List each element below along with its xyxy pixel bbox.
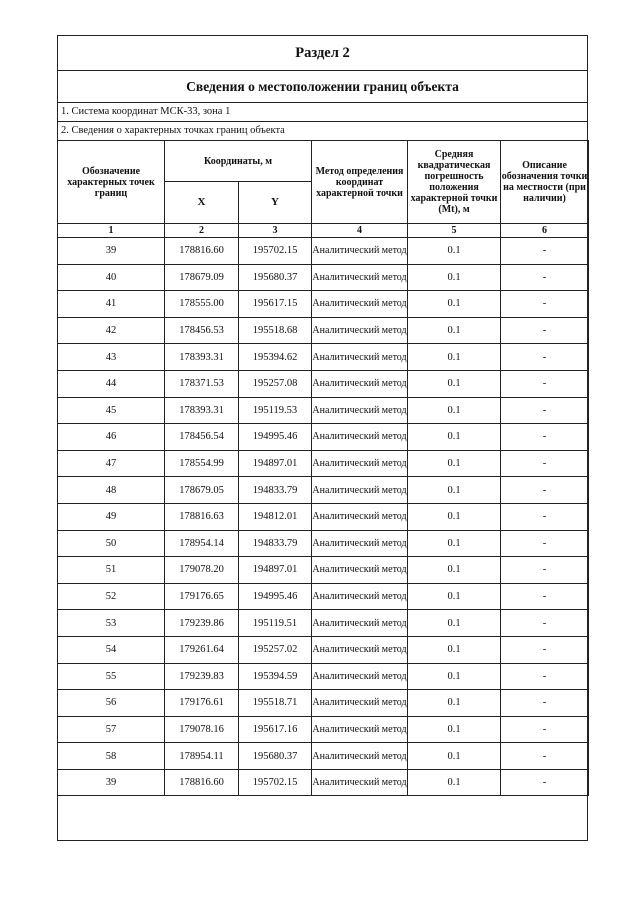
y-coordinate-cell: 195702.15 xyxy=(239,238,312,265)
point-cell: 57 xyxy=(58,716,165,743)
boundary-points-table xyxy=(57,140,589,796)
table-row xyxy=(58,583,589,610)
point-cell: 58 xyxy=(58,743,165,770)
points-heading-line: 2. Сведения о характерных точках границ объекта xyxy=(58,122,587,141)
method-cell: Аналитический метод xyxy=(312,317,408,344)
x-coordinate-cell: 178816.60 xyxy=(165,769,239,796)
error-cell: 0.1 xyxy=(408,610,501,637)
x-coordinate-cell: 178456.54 xyxy=(165,424,239,451)
y-coordinate-cell: 195518.68 xyxy=(239,317,312,344)
point-cell: 56 xyxy=(58,690,165,717)
method-cell: Аналитический метод xyxy=(312,424,408,451)
point-cell: 41 xyxy=(58,291,165,318)
error-cell: 0.1 xyxy=(408,636,501,663)
x-coordinate-cell: 178554.99 xyxy=(165,450,239,477)
y-coordinate-cell: 194995.46 xyxy=(239,583,312,610)
y-coordinate-cell: 194897.01 xyxy=(239,557,312,584)
method-cell: Аналитический метод xyxy=(312,583,408,610)
y-coordinate-cell: 195257.08 xyxy=(239,370,312,397)
point-cell: 55 xyxy=(58,663,165,690)
method-cell: Аналитический метод xyxy=(312,264,408,291)
error-cell: 0.1 xyxy=(408,370,501,397)
header-y: Y xyxy=(239,182,312,224)
method-cell: Аналитический метод xyxy=(312,557,408,584)
y-coordinate-cell: 195680.37 xyxy=(239,743,312,770)
method-cell: Аналитический метод xyxy=(312,610,408,637)
header-designation: Обозначение характерных точек границ xyxy=(58,141,165,224)
description-cell: - xyxy=(501,690,589,717)
table-row xyxy=(58,291,589,318)
description-cell: - xyxy=(501,636,589,663)
header-coordinates: Координаты, м xyxy=(165,141,312,182)
y-coordinate-cell: 194833.79 xyxy=(239,477,312,504)
column-number: 3 xyxy=(239,224,312,238)
table-row xyxy=(58,397,589,424)
description-cell: - xyxy=(501,344,589,371)
point-cell: 44 xyxy=(58,370,165,397)
description-cell: - xyxy=(501,370,589,397)
section-title: Раздел 2 xyxy=(58,36,587,71)
x-coordinate-cell: 178679.05 xyxy=(165,477,239,504)
point-cell: 49 xyxy=(58,503,165,530)
table-row xyxy=(58,424,589,451)
description-cell: - xyxy=(501,317,589,344)
table-row xyxy=(58,690,589,717)
description-cell: - xyxy=(501,716,589,743)
method-cell: Аналитический метод xyxy=(312,716,408,743)
y-coordinate-cell: 194833.79 xyxy=(239,530,312,557)
point-cell: 48 xyxy=(58,477,165,504)
table-row xyxy=(58,610,589,637)
method-cell: Аналитический метод xyxy=(312,636,408,663)
x-coordinate-cell: 179176.65 xyxy=(165,583,239,610)
method-cell: Аналитический метод xyxy=(312,663,408,690)
table-row xyxy=(58,450,589,477)
column-number: 5 xyxy=(408,224,501,238)
table-row xyxy=(58,743,589,770)
description-cell: - xyxy=(501,397,589,424)
method-cell: Аналитический метод xyxy=(312,530,408,557)
point-cell: 54 xyxy=(58,636,165,663)
point-cell: 46 xyxy=(58,424,165,451)
error-cell: 0.1 xyxy=(408,769,501,796)
table-row xyxy=(58,716,589,743)
column-number: 1 xyxy=(58,224,165,238)
x-coordinate-cell: 178954.14 xyxy=(165,530,239,557)
description-cell: - xyxy=(501,238,589,265)
x-coordinate-cell: 178816.63 xyxy=(165,503,239,530)
column-number: 6 xyxy=(501,224,589,238)
y-coordinate-cell: 195257.02 xyxy=(239,636,312,663)
header-error: Средняя квадратическая погрешность положения характерной точки (Mt), м xyxy=(408,141,501,224)
description-cell: - xyxy=(501,663,589,690)
column-number: 4 xyxy=(312,224,408,238)
table-row xyxy=(58,530,589,557)
method-cell: Аналитический метод xyxy=(312,370,408,397)
description-cell: - xyxy=(501,769,589,796)
table-row xyxy=(58,503,589,530)
x-coordinate-cell: 178555.00 xyxy=(165,291,239,318)
description-cell: - xyxy=(501,450,589,477)
error-cell: 0.1 xyxy=(408,291,501,318)
method-cell: Аналитический метод xyxy=(312,450,408,477)
table-body xyxy=(58,238,589,796)
error-cell: 0.1 xyxy=(408,238,501,265)
description-cell: - xyxy=(501,503,589,530)
y-coordinate-cell: 194812.01 xyxy=(239,503,312,530)
point-cell: 43 xyxy=(58,344,165,371)
y-coordinate-cell: 195617.16 xyxy=(239,716,312,743)
table-row xyxy=(58,317,589,344)
error-cell: 0.1 xyxy=(408,424,501,451)
y-coordinate-cell: 195394.59 xyxy=(239,663,312,690)
table-row xyxy=(58,769,589,796)
table-row xyxy=(58,663,589,690)
error-cell: 0.1 xyxy=(408,583,501,610)
x-coordinate-cell: 178371.53 xyxy=(165,370,239,397)
x-coordinate-cell: 179078.16 xyxy=(165,716,239,743)
method-cell: Аналитический метод xyxy=(312,238,408,265)
y-coordinate-cell: 195394.62 xyxy=(239,344,312,371)
document-subtitle: Сведения о местоположении границ объекта xyxy=(58,71,587,103)
method-cell: Аналитический метод xyxy=(312,743,408,770)
header-method: Метод определения координат характерной точки xyxy=(312,141,408,224)
method-cell: Аналитический метод xyxy=(312,690,408,717)
document-page xyxy=(57,35,588,841)
x-coordinate-cell: 178456.53 xyxy=(165,317,239,344)
y-coordinate-cell: 195680.37 xyxy=(239,264,312,291)
y-coordinate-cell: 195119.53 xyxy=(239,397,312,424)
x-coordinate-cell: 179176.61 xyxy=(165,690,239,717)
x-coordinate-cell: 179078.20 xyxy=(165,557,239,584)
point-cell: 42 xyxy=(58,317,165,344)
header-x: X xyxy=(165,182,239,224)
y-coordinate-cell: 195702.15 xyxy=(239,769,312,796)
description-cell: - xyxy=(501,583,589,610)
column-number: 2 xyxy=(165,224,239,238)
point-cell: 53 xyxy=(58,610,165,637)
method-cell: Аналитический метод xyxy=(312,397,408,424)
x-coordinate-cell: 178816.60 xyxy=(165,238,239,265)
table-row xyxy=(58,370,589,397)
y-coordinate-cell: 195119.51 xyxy=(239,610,312,637)
table-row xyxy=(58,636,589,663)
description-cell: - xyxy=(501,264,589,291)
method-cell: Аналитический метод xyxy=(312,503,408,530)
x-coordinate-cell: 178393.31 xyxy=(165,397,239,424)
table-row xyxy=(58,557,589,584)
error-cell: 0.1 xyxy=(408,264,501,291)
x-coordinate-cell: 178393.31 xyxy=(165,344,239,371)
error-cell: 0.1 xyxy=(408,450,501,477)
error-cell: 0.1 xyxy=(408,690,501,717)
error-cell: 0.1 xyxy=(408,530,501,557)
x-coordinate-cell: 178679.09 xyxy=(165,264,239,291)
error-cell: 0.1 xyxy=(408,716,501,743)
error-cell: 0.1 xyxy=(408,317,501,344)
table-row xyxy=(58,238,589,265)
error-cell: 0.1 xyxy=(408,663,501,690)
y-coordinate-cell: 194995.46 xyxy=(239,424,312,451)
x-coordinate-cell: 179239.86 xyxy=(165,610,239,637)
point-cell: 52 xyxy=(58,583,165,610)
description-cell: - xyxy=(501,557,589,584)
y-coordinate-cell: 194897.01 xyxy=(239,450,312,477)
method-cell: Аналитический метод xyxy=(312,477,408,504)
point-cell: 51 xyxy=(58,557,165,584)
y-coordinate-cell: 195617.15 xyxy=(239,291,312,318)
point-cell: 39 xyxy=(58,769,165,796)
error-cell: 0.1 xyxy=(408,477,501,504)
coordinate-system-line: 1. Система координат МСК-33, зона 1 xyxy=(58,103,587,122)
method-cell: Аналитический метод xyxy=(312,291,408,318)
description-cell: - xyxy=(501,291,589,318)
x-coordinate-cell: 179239.83 xyxy=(165,663,239,690)
description-cell: - xyxy=(501,477,589,504)
description-cell: - xyxy=(501,424,589,451)
point-cell: 47 xyxy=(58,450,165,477)
method-cell: Аналитический метод xyxy=(312,769,408,796)
description-cell: - xyxy=(501,610,589,637)
empty-footer-area xyxy=(58,802,587,840)
error-cell: 0.1 xyxy=(408,743,501,770)
point-cell: 50 xyxy=(58,530,165,557)
table-row xyxy=(58,264,589,291)
point-cell: 45 xyxy=(58,397,165,424)
error-cell: 0.1 xyxy=(408,397,501,424)
y-coordinate-cell: 195518.71 xyxy=(239,690,312,717)
x-coordinate-cell: 178954.11 xyxy=(165,743,239,770)
method-cell: Аналитический метод xyxy=(312,344,408,371)
x-coordinate-cell: 179261.64 xyxy=(165,636,239,663)
point-cell: 39 xyxy=(58,238,165,265)
point-cell: 40 xyxy=(58,264,165,291)
error-cell: 0.1 xyxy=(408,344,501,371)
error-cell: 0.1 xyxy=(408,557,501,584)
description-cell: - xyxy=(501,530,589,557)
description-cell: - xyxy=(501,743,589,770)
table-row xyxy=(58,344,589,371)
error-cell: 0.1 xyxy=(408,503,501,530)
table-row xyxy=(58,477,589,504)
header-description: Описание обозначения точки на местности (при наличии) xyxy=(501,141,589,224)
